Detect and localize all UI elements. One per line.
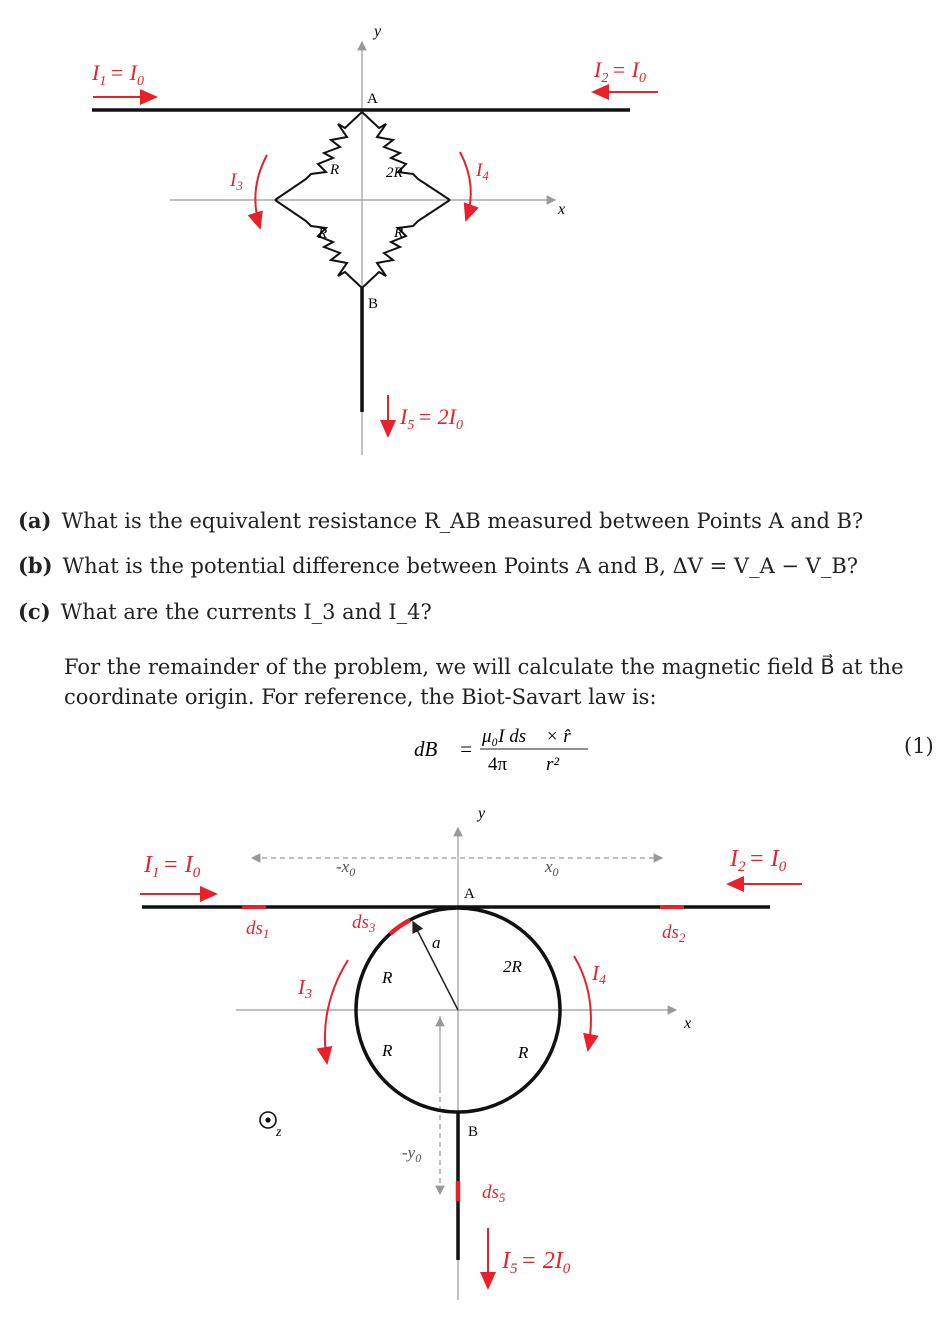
- current-arrow-i4: [574, 956, 591, 1050]
- resistor-bottom-left: [275, 200, 362, 288]
- point-a-label: A: [367, 91, 378, 107]
- question-b: [18, 553, 858, 578]
- circuit-diagram-square: [0, 0, 944, 470]
- question-c-label: (c): [18, 599, 51, 624]
- resistor-label-r3: R: [518, 1043, 529, 1062]
- question-c-text: What are the currents I_3 and I_4?: [60, 600, 432, 624]
- question-b-text: What is the potential difference between Points A and B, ΔV = V_A − V_B?: [62, 554, 859, 578]
- ds1-label: $ds_1$: [246, 918, 270, 941]
- neg-y0-label: $-y_0$: [402, 1143, 422, 1165]
- resistor-label-2r: 2R: [503, 957, 522, 976]
- z-axis-label: z: [276, 1125, 282, 1140]
- current-label-i2: $I_2 = I_0$: [730, 846, 787, 875]
- point-a-label: A: [464, 886, 475, 902]
- resistor-label-r1: R: [330, 162, 340, 178]
- current-label-i5: $I_5 = 2I_0$: [400, 404, 463, 433]
- circuit-diagram-circle: [0, 788, 944, 1328]
- current-arrow-i3: [255, 155, 267, 228]
- resistor-label-r2: R: [318, 226, 328, 242]
- question-a-text: What is the equivalent resistance R_AB measured between Points A and B?: [61, 509, 864, 533]
- current-label-i4: I4: [592, 961, 606, 988]
- current-arrow-i3: [325, 960, 348, 1063]
- intro-paragraph: For the remainder of the problem, we will calculate the magnetic field B⃗ at the coordinate origin. For reference, the Biot-Savart law is:: [64, 655, 904, 709]
- resistor-bottom-right: [362, 200, 450, 288]
- neg-x0-label: $-x_0$: [336, 857, 356, 879]
- x0-label: $x_0$: [545, 857, 559, 879]
- ds3-label: $ds_3$: [352, 912, 376, 935]
- radius-label: a: [432, 933, 441, 952]
- question-a: [18, 508, 863, 533]
- resistor-label-r3: R: [394, 225, 404, 241]
- ds5-label: $ds_5$: [482, 1182, 506, 1205]
- equation-number: (1): [904, 734, 934, 758]
- resistor-top-right: [362, 112, 450, 200]
- equation-numerator: μ₀I ds⃗ × r̂: [482, 726, 571, 747]
- current-label-i3: $I_3$: [230, 170, 243, 193]
- point-b-label: B: [468, 1124, 479, 1140]
- y-axis-label: y: [374, 23, 382, 40]
- current-label-i3: I3: [298, 975, 312, 1002]
- resistor-label-r1: R: [382, 968, 393, 987]
- x-axis-label: x: [684, 1015, 692, 1032]
- current-label-i5: $I_5 = 2I_0$: [502, 1248, 571, 1277]
- question-b-label: (b): [18, 553, 53, 578]
- ds3-segment: [390, 920, 410, 934]
- current-label-i1: $I_1 = I_0$: [144, 852, 201, 881]
- current-label-i1: $I_1 = I_0$: [92, 60, 144, 89]
- resistor-top-left: [275, 112, 362, 200]
- resistor-label-r2: R: [382, 1041, 393, 1060]
- equation-lhs: dB⃗ =: [414, 737, 474, 761]
- current-arrow-i4: [460, 152, 471, 220]
- x-axis-label: x: [558, 201, 566, 218]
- biot-savart-equation: [412, 722, 672, 782]
- equation-den-left: 4π: [488, 754, 508, 775]
- y-axis-label: y: [478, 805, 486, 822]
- current-label-i4: $I_4$: [476, 160, 489, 183]
- point-b-label: B: [368, 296, 379, 312]
- z-axis-out-dot: [265, 1117, 270, 1122]
- current-label-i2: $I_2 = I_0$: [594, 57, 646, 86]
- ds2-label: $ds_2$: [662, 922, 686, 945]
- question-c: [18, 599, 432, 624]
- resistor-label-2r: 2R: [386, 165, 403, 181]
- equation-den-right: r²: [546, 754, 560, 775]
- question-a-label: (a): [18, 508, 52, 533]
